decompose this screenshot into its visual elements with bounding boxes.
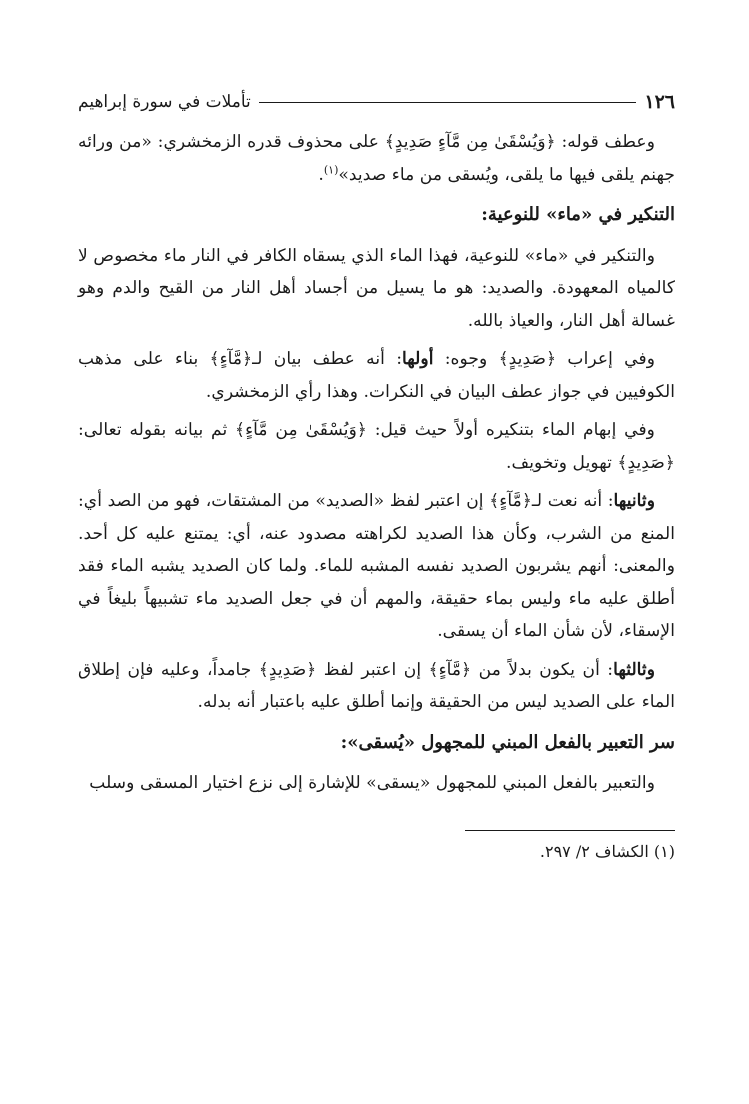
- text-run: ثم بيانه بقوله تعالى:: [78, 420, 236, 440]
- text-run: بناء على مذهب الكوفيين في جواز عطف البيان في النكرات. وهذا رأي الزمخشري.: [78, 349, 675, 402]
- page-number: ١٢٦: [644, 91, 675, 113]
- point-label: وثالثها: [613, 659, 655, 680]
- text-run: .: [318, 164, 324, 185]
- running-header: [78, 82, 675, 122]
- quran-quote: ﴿مَّآءٍ﴾: [489, 491, 532, 511]
- quran-quote: ﴿وَيُسْقَىٰ مِن مَّآءٍ صَدِيدٍ﴾: [384, 132, 556, 152]
- text-run: وعطف قوله:: [555, 132, 655, 152]
- quran-quote: ﴿مَّآءٍ﴾: [209, 349, 253, 369]
- text-run: والتنكير في «ماء» للنوعية، فهذا الماء الذي يسقاه الكافر في النار ماء مخصوص لا كالمياه المعهودة. والصديد: هو ما يسيل من أجساد أهل النار من القيح والدم وهو غسالة أهل النار، والعياذ بالله.: [78, 245, 675, 331]
- text-run: والتعبير بالفعل المبني للمجهول «يسقى» للإشارة إلى نزع اختيار المسقى وسلب: [89, 773, 655, 793]
- section-heading: سر التعبير بالفعل المبني للمجهول «يُسقى»:: [340, 731, 675, 753]
- footnote: (١) الكشاف ٢/ ٢٩٧.: [539, 841, 675, 861]
- text-run: وفي إعراب: [556, 349, 655, 369]
- footnote-rule: [465, 830, 675, 831]
- text-run: : أنه نعت لـ: [531, 491, 614, 511]
- body-paragraph: [78, 485, 675, 648]
- body-paragraph: [78, 240, 675, 338]
- book-page: [78, 82, 675, 865]
- page-body: [78, 126, 675, 800]
- book-title: تأملات في سورة إبراهيم: [78, 92, 251, 112]
- body-paragraph: [78, 767, 675, 800]
- footnote-ref: (١): [323, 162, 339, 176]
- text-run: : أن يكون بدلاً من: [471, 659, 614, 680]
- text-run: جامداً، وعليه فإن إطلاق الماء على الصديد ليس من الحقيقة وإنما أطلق عليه باعتبار أنه بدله.: [78, 659, 675, 712]
- quran-quote: ﴿مَّآءٍ﴾: [428, 659, 472, 680]
- quran-quote: ﴿وَيُسْقَىٰ مِن مَّآءٍ﴾: [235, 420, 367, 440]
- body-paragraph: [78, 654, 675, 719]
- text-run: تهويل وتخويف.: [506, 452, 618, 473]
- text-run: : أنه عطف بيان لـ: [252, 349, 402, 369]
- section-heading: التنكير في «ماء» للنوعية:: [481, 204, 675, 225]
- body-paragraph: [78, 414, 675, 479]
- point-label: وثانيها: [613, 491, 655, 511]
- body-paragraph: [78, 343, 675, 408]
- body-paragraph: [78, 126, 675, 191]
- text-run: إن اعتبر لفظ «الصديد» من المشتقات، فهو من الصد أي: المنع من الشرب، وكأن هذا الصديد لكراهته مصدود عنه، أي: يمتنع عليه كل أحد. والمعنى: أنهم يشربون الصديد نفسه المشبه للماء. ولما كان الصديد يشبه الماء فقد أطلق عليه ماء وليس بماء حقيقة، والمهم أن في جعل الصديد ماء تشبيهاً بليغاً في الإسقاء، لأن شأن الماء أن يسقى.: [78, 491, 675, 641]
- header-rule: [259, 102, 637, 103]
- text-run: على محذوف قدره الزمخشري: «من ورائه جهنم يلقى فيها ما يلقى، ويُسقى من ماء صديد»: [78, 132, 675, 185]
- quran-quote: ﴿صَدِيدٍ﴾: [498, 349, 557, 369]
- point-label: أولها: [402, 349, 434, 369]
- quran-quote: ﴿صَدِيدٍ﴾: [258, 659, 317, 680]
- text-run: إن اعتبر لفظ: [316, 659, 429, 680]
- text-run: وفي إبهام الماء بتنكيره أولاً حيث قيل:: [366, 420, 655, 440]
- quran-quote: ﴿صَدِيدٍ﴾: [617, 452, 675, 473]
- text-run: وجوه:: [433, 349, 499, 369]
